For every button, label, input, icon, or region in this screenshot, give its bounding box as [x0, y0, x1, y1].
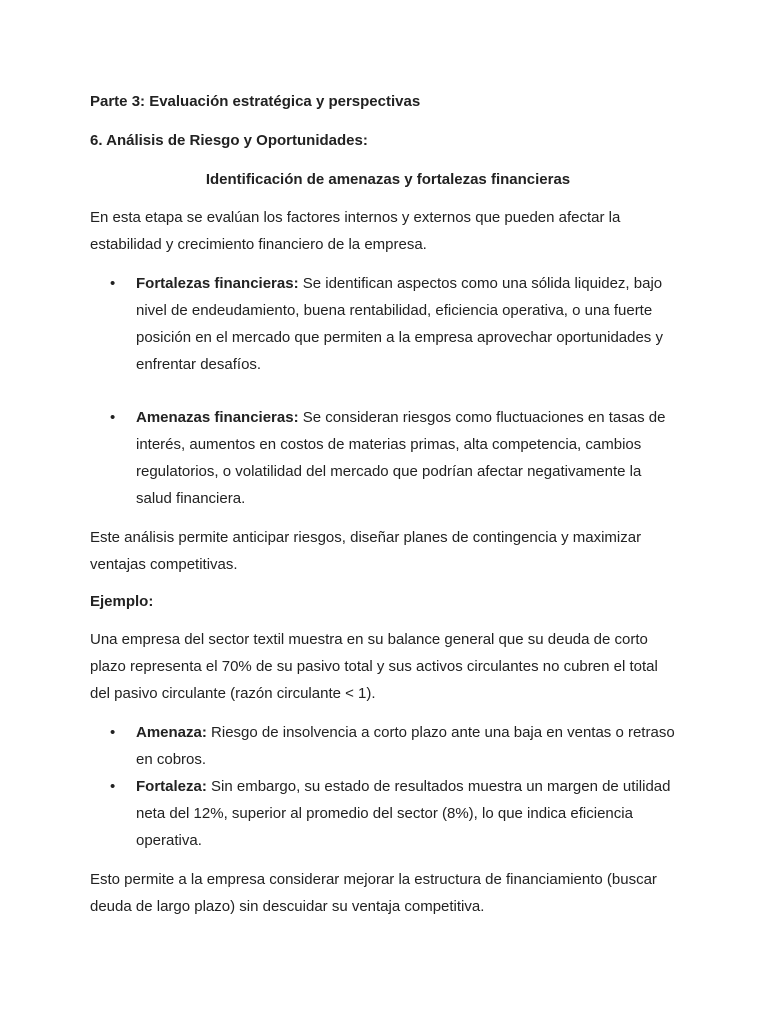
bullet-list-strengths-threats	[90, 270, 686, 512]
example-line: Una empresa del sector textil muestra en su balance general que su deuda de corto	[90, 631, 648, 648]
conclusion-paragraph	[90, 866, 686, 920]
bullet-text: salud financiera.	[136, 490, 246, 507]
bullet-text: interés, aumentos en costos de materias primas, alta competencia, cambios	[136, 436, 642, 453]
analysis-line: Este análisis permite anticipar riesgos, diseñar planes de contingencia y maximizar	[90, 529, 642, 546]
bullet-icon: •	[110, 275, 116, 292]
bullet-text: Se identifican aspectos como una sólida liquidez, bajo	[298, 275, 663, 292]
bullet-text: Riesgo de insolvencia a corto plazo ante una baja en ventas o retraso	[206, 724, 675, 741]
bullet-text: operativa.	[136, 832, 202, 849]
list-item-amenaza	[90, 719, 686, 773]
bullet-icon: •	[110, 778, 116, 795]
list-item-fortalezas	[90, 270, 686, 378]
part-title: Parte 3: Evaluación estratégica y perspectivas	[90, 93, 421, 110]
bullet-text: regulatorios, o volatilidad del mercado que podrían afectar negativamente la	[136, 463, 642, 480]
bullet-text: neta del 12%, superior al promedio del sector (8%), lo que indica eficiencia	[136, 805, 633, 822]
example-paragraph	[90, 626, 686, 707]
example-title: Ejemplo:	[90, 593, 154, 610]
bullet-label: Fortaleza:	[136, 778, 207, 795]
conclusion-line: deuda de largo plazo) sin descuidar su ventaja competitiva.	[90, 898, 485, 915]
bullet-text: nivel de endeudamiento, buena rentabilidad, eficiencia operativa, o una fuerte	[136, 302, 653, 319]
section-title: 6. Análisis de Riesgo y Oportunidades:	[90, 132, 368, 149]
analysis-paragraph	[90, 524, 686, 578]
list-item-amenazas	[90, 404, 686, 512]
example-line: plazo representa el 70% de su pasivo total y sus activos circulantes no cubren el total	[90, 658, 658, 675]
bullet-label: Amenazas financieras:	[136, 409, 299, 426]
bullet-text: Sin embargo, su estado de resultados muestra un margen de utilidad	[206, 778, 671, 795]
bullet-text: posición en el mercado que permiten a la empresa aprovechar oportunidades y	[136, 329, 663, 346]
bullet-label: Fortalezas financieras:	[136, 275, 299, 292]
list-item-fortaleza	[90, 773, 686, 854]
intro-paragraph	[90, 204, 686, 258]
bullet-icon: •	[110, 724, 116, 741]
conclusion-line: Esto permite a la empresa considerar mejorar la estructura de financiamiento (buscar	[90, 871, 657, 888]
example-line: del pasivo circulante (razón circulante < 1).	[90, 685, 376, 702]
intro-line: estabilidad y crecimiento financiero de la empresa.	[90, 236, 427, 253]
subtitle: Identificación de amenazas y fortalezas financieras	[205, 171, 571, 188]
document-page	[90, 90, 686, 932]
bullet-list-example	[90, 719, 686, 854]
intro-line: En esta etapa se evalúan los factores internos y externos que pueden afectar la	[90, 209, 621, 226]
bullet-icon: •	[110, 409, 116, 426]
bullet-text: Se consideran riesgos como fluctuaciones en tasas de	[298, 409, 666, 426]
bullet-text: enfrentar desafíos.	[136, 356, 262, 373]
bullet-label: Amenaza:	[136, 724, 207, 741]
bullet-text: en cobros.	[136, 751, 207, 768]
analysis-line: ventajas competitivas.	[90, 556, 238, 573]
